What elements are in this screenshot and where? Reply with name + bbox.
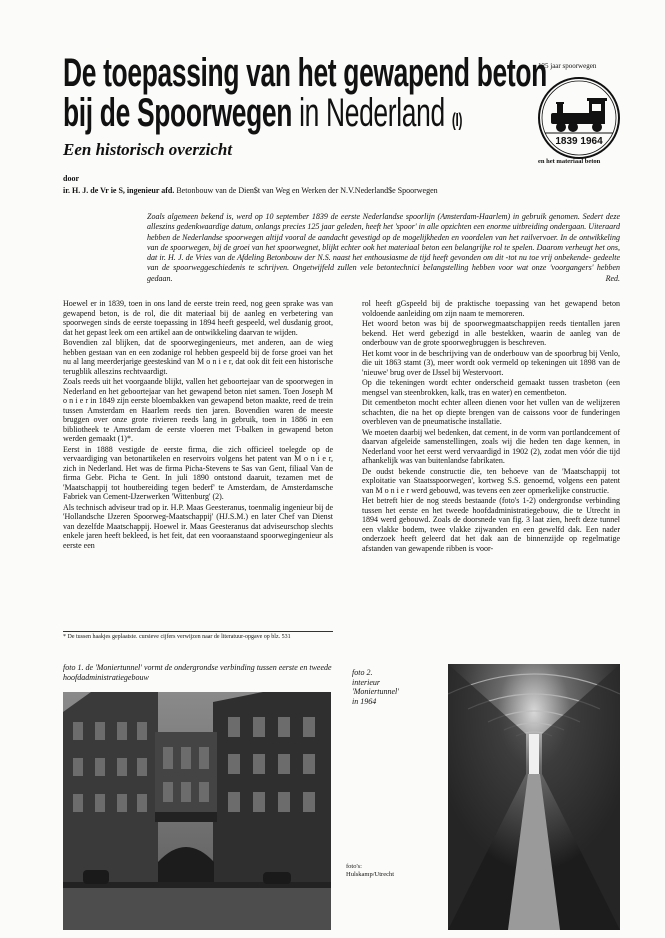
paragraph: We moeten daarbij wel bedenken, dat cement, in de vorm van portlandcement of daarvan afgeleide samenstellingen, zoals wij die heden ten dage kennen, in Nederland voor het eerst werd vervaardigd in 1902 (2), zodat men vóór die tijd afhankelijk was van buitenlandse fabrikaten. [362, 427, 620, 465]
photo-2-caption [352, 668, 432, 706]
paragraph: Zoals reeds uit het voorgaande blijkt, vallen het geboortejaar van de spoorwegen in Nederland en het geboortejaar van het gewapend beton niet samen. Toen Joseph M o n i e r in 1849 zijn eerste bloembakken van gewapend beton maakte, reed de trein tussen Amsterdam en Haarlem reeds tien jaren. Bovendien waren de meeste bruggen over onze grote rivieren reeds lang in gebruik, toen in 1886 in een bibliotheek te Amsterdam de eerste vloeren met T-balken in gewapend beton werden gemaakt (1)*. [63, 377, 333, 443]
photo-2-caption-line: interieur [352, 677, 380, 687]
paragraph: Op die tekeningen wordt echter onderscheid gemaakt tussen trasbeton (een mengsel van steenbrokken, kalk, tras en water) en cementbeton. [362, 378, 620, 397]
photo-1-building-bridge [63, 692, 331, 930]
anniversary-logo [537, 76, 621, 160]
footnote-divider [63, 631, 333, 632]
intro-paragraph [147, 212, 620, 284]
photo-credit-line: Hulskamp/Utrecht [346, 871, 395, 878]
logo-caption-bottom: en het materiaal beton [538, 158, 601, 165]
paragraph: Dit cementbeton mocht echter alleen dienen voor het vullen van de welijzeren schachten, die na het op diepte brengen van de caissons voor de funderingen overbleven van de pneumatische installatie. [362, 398, 620, 426]
locomotive-icon [551, 98, 607, 132]
paragraph: Eerst in 1888 vestigde de eerste firma, die zich officieel toelegde op de vervaardiging van betonartikelen en reservoirs volgens het patent van M o n i e r, zich in Nederland. Het was de firma Picha-Stevens te Sas van Gent, filiaal Van de firma Gebr. Picha te Gent. In juli 1890 ontstond daaruit, tezamen met de 'Maatschappij tot houtbereiding tegen bederf' te Amsterdam, de Amsterdamsche Fabriek van Cement-IJzerwerken 'Wittenburg' (2). [63, 444, 333, 501]
intro-signature: Red. [605, 273, 620, 283]
body-column-left [63, 299, 333, 551]
logo-years: 1839 1964 [555, 136, 603, 147]
paragraph: Het betreft hier de nog steeds bestaande (foto's 1-2) ondergrondse verbinding tussen het eerste en het tweede hoofdadministratiegebouw, die te Utrecht in 1894 werd gebouwd. Zoals de doorsnede van fig. 3 laat zien, heeft deze tunnel een vlakke bodem, twee vlakke zijwanden en een gewelfd dak. Een nader onderzoek heeft geleerd dat het dak aan de binnenzijde op regelmatige afstanden van gewapende ribben is voor- [362, 496, 620, 553]
paragraph: Het woord beton was bij de spoorwegmaatschappijen reeds tientallen jaren bekend. Het werd gebezigd in alle bestekken, waarin de aanleg van de onderbouw van de grote spoorwegbruggen is beschreven. [362, 319, 620, 347]
photo-2-tunnel-interior [448, 664, 620, 930]
author-name: ir. H. J. de Vr ie S, ingenieur afd. [63, 186, 175, 195]
title-part-b: in Nederland [292, 91, 445, 135]
byline [63, 186, 438, 195]
article-title-line-2 [63, 92, 462, 141]
photo-credit-line: foto's: [346, 863, 362, 870]
photo-2-caption-line: in 1964 [352, 696, 377, 706]
body-column-right [362, 299, 620, 554]
intro-text: Zoals algemeen bekend is, werd op 10 september 1839 de eerste Nederlandse spoorlijn (Amsterdam-Haarlem) in gebruik genomen. Sedert deze alleszins gedenkwaardige datum, onlangs precies 125 jaar geleden, heeft het 'spoor' in alle opzichten een enorme uitbreiding ondergaan. Uiteraard hebben de Nederlandse spoorwegen altijd vooral de aandacht gevestigd op de mogelijkheden en voordelen van het railvervoer. In de ontwikkeling van de spoorwegen, bij de groei van het spoorwegnet, blijkt echter ook het materiaal beton een belangrijke rol te spelen. Daarom verheugt het ons, dat ir. H. J. de Vries van de Afdeling Betonbouw der N.S. naast het enthousiasme de tijd heeft gevonden om dit -tot nu toe vrij onbekende- gedeelte van de spoorweggeschiedenis te schrijven. Ongetwijfeld zullen vele betontechnici belangstelling hebben voor wat onze 'voorgangers' hebben gedaan. [147, 212, 620, 283]
paragraph: Bovendien zal blijken, dat de spoorwegingenieurs, met anderen, aan de wieg hebben gestaan van en een zodanige rol hebben gespeeld bij de forse groei van het nu al lang meerderjarige geesteskind van M o n i e r, dat ook dit feit een historische terugblik alleszins rechtvaardigt. [63, 338, 333, 376]
byline-door: door [63, 174, 79, 183]
article-subtitle: Een historisch overzicht [63, 140, 233, 159]
photo-2-caption-line: 'Moniertunnel' [352, 687, 399, 696]
title-part-a: bij de Spoorwegen [63, 91, 293, 135]
title-part-mark: (I) [451, 110, 463, 130]
footnote: * De tussen haakjes geplaatste. cursieve cijfers verwijzen naar de literatuur-opgave op blz. 531 [63, 634, 291, 640]
author-affiliation: Betonbouw van de Dien$t van Weg en Werken der N.V.Nederland$e Spoorwegen [174, 186, 438, 195]
article-title-line-1: De toepassing van het gewapend beton [63, 51, 547, 95]
paragraph: Het komt voor in de beschrijving van de onderbouw van de spoorbrug bij Venlo, die uit 1863 stamt (3), meer wordt ook vermeld op tekeningen uit 1898 van de 'nieuwe' brug over de IJssel bij Westervoort. [362, 348, 620, 377]
paragraph: Hoewel er in 1839, toen in ons land de eerste trein reed, nog geen sprake was van gewapend beton, is de rol, die dit materiaal bij de aanleg en verbetering van spoorwegen sinds de eerste toepassing in 1894 heeft gespeeld, wel dusdanig groot, dat het gepast leek om een artikel aan de ontwikkeling daarvan te wijden. [63, 299, 333, 337]
logo-caption-top: 125 jaar spoorwegen [538, 62, 597, 70]
photo-1-caption: foto 1. de 'Moniertunnel' vormt de ondergrondse verbinding tussen eerste en tweede hoofdadministratiegebouw [63, 663, 332, 682]
paragraph: rol heeft gGspeeld bij de praktische toepassing van het gewapend beton voldoende aanleiding om zijn naam te memoreren. [362, 299, 620, 318]
paragraph: Als technisch adviseur trad op ir. H.P. Maas Geesteranus, toenmalig ingenieur bij de 'Hollandsche IJzeren Spoorweg-Maatschappij' (HJ.S.M.) en later Chef van Dienst van dezelfde Maatschappij. Hoewel ir. Maas Geesteranus dat adviseurschop slechts enkele jaren heeft bekleed, is het feit, dat een vooraanstaand spoorwegingenieur als eerste een [63, 502, 333, 550]
photo-2-caption-line: foto 2. [352, 668, 373, 677]
paragraph: De oudst bekende constructie die, ten behoeve van de 'Maatschappij tot exploitatie van Staatsspoorwegen', kortweg S.S. genoemd, volgens een patent van M o n i e r werd gebouwd, was tevens een zeer opmerkelijke constructie. [362, 466, 620, 495]
photo-credit [346, 863, 436, 879]
